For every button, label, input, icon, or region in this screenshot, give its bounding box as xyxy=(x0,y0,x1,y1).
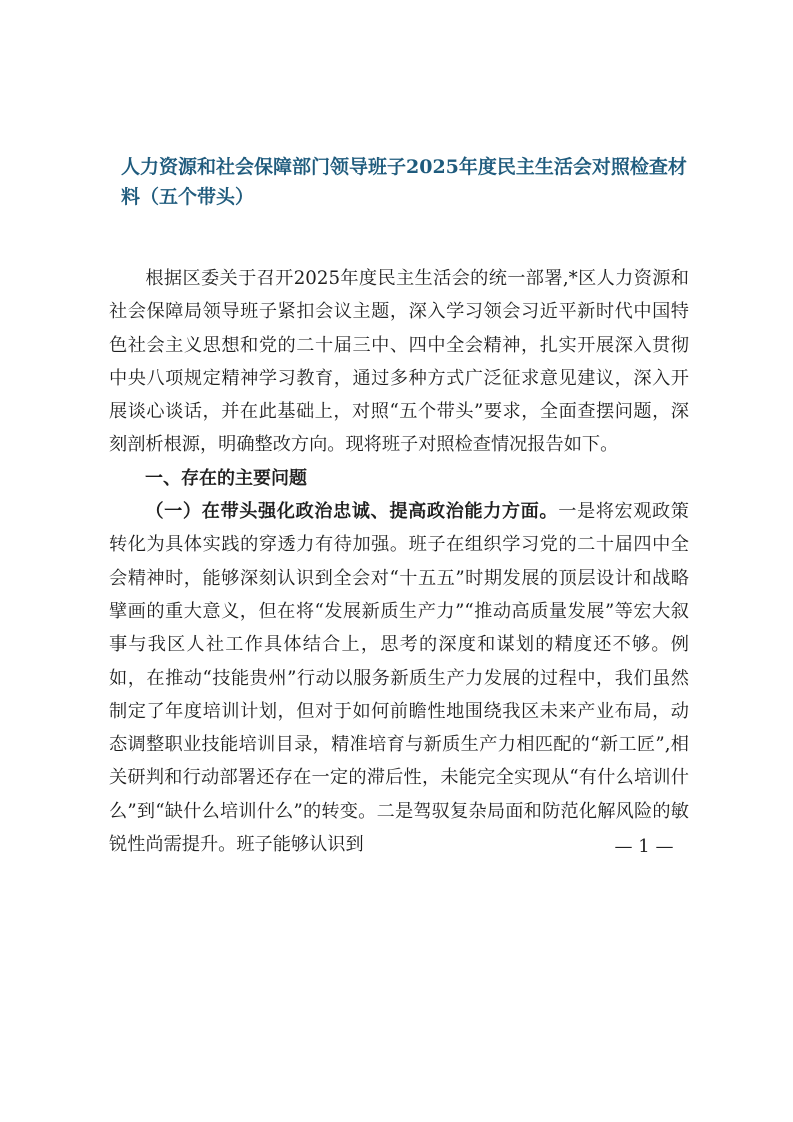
subsection-paragraph xyxy=(109,495,689,861)
subsection-heading: （一）在带头强化政治忠诚、提高政治能力方面。 xyxy=(145,501,559,523)
document-title: 人力资源和社会保障部门领导班子2025年度民主生活会对照检查材料（五个带头） xyxy=(121,156,687,208)
document-body xyxy=(109,262,689,861)
page-number: — 1 — xyxy=(614,836,674,857)
subsection-text: 一是将宏观政策转化为具体实践的穿透力有待加强。班子在组织学习党的二十届四中全会精神时，能够深刻认识到全会对“十五五”时期发展的顶层设计和战略擘画的重大意义，但在将“发展新质生产力”“推动高质量发展”等宏大叙事与我区人社工作具体结合上，思考的深度和谋划的精度还不够。例如，在推动“技能贵州”行动以服务新质生产力发展的过程中，我们虽然制定了年度培训计划，但对于如何前瞻性地围绕我区未来产业布局，动态调整职业技能培训目录，精准培育与新质生产力相匹配的“新工匠”,相关研判和行动部署还存在一定的滞后性，未能完全实现从“有什么培训什么”到“缺什么培训什么”的转变。二是驾驭复杂局面和防范化解风险的敏锐性尚需提升。班子能够认识到 xyxy=(109,501,689,856)
section-heading: 一、存在的主要问题 xyxy=(145,467,307,489)
intro-paragraph: 根据区委关于召开2025年度民主生活会的统一部署,*区人力资源和社会保障局领导班子紧扣会议主题，深入学习领会习近平新时代中国特色社会主义思想和党的二十届三中、四中全会精神，扎实开展深入贯彻中央八项规定精神学习教育，通过多种方式广泛征求意见建议，深入开展谈心谈话，并在此基础上，对照“五个带头”要求，全面查摆问题，深刻剖析根源，明确整改方向。现将班子对照检查情况报告如下。 xyxy=(109,268,689,456)
